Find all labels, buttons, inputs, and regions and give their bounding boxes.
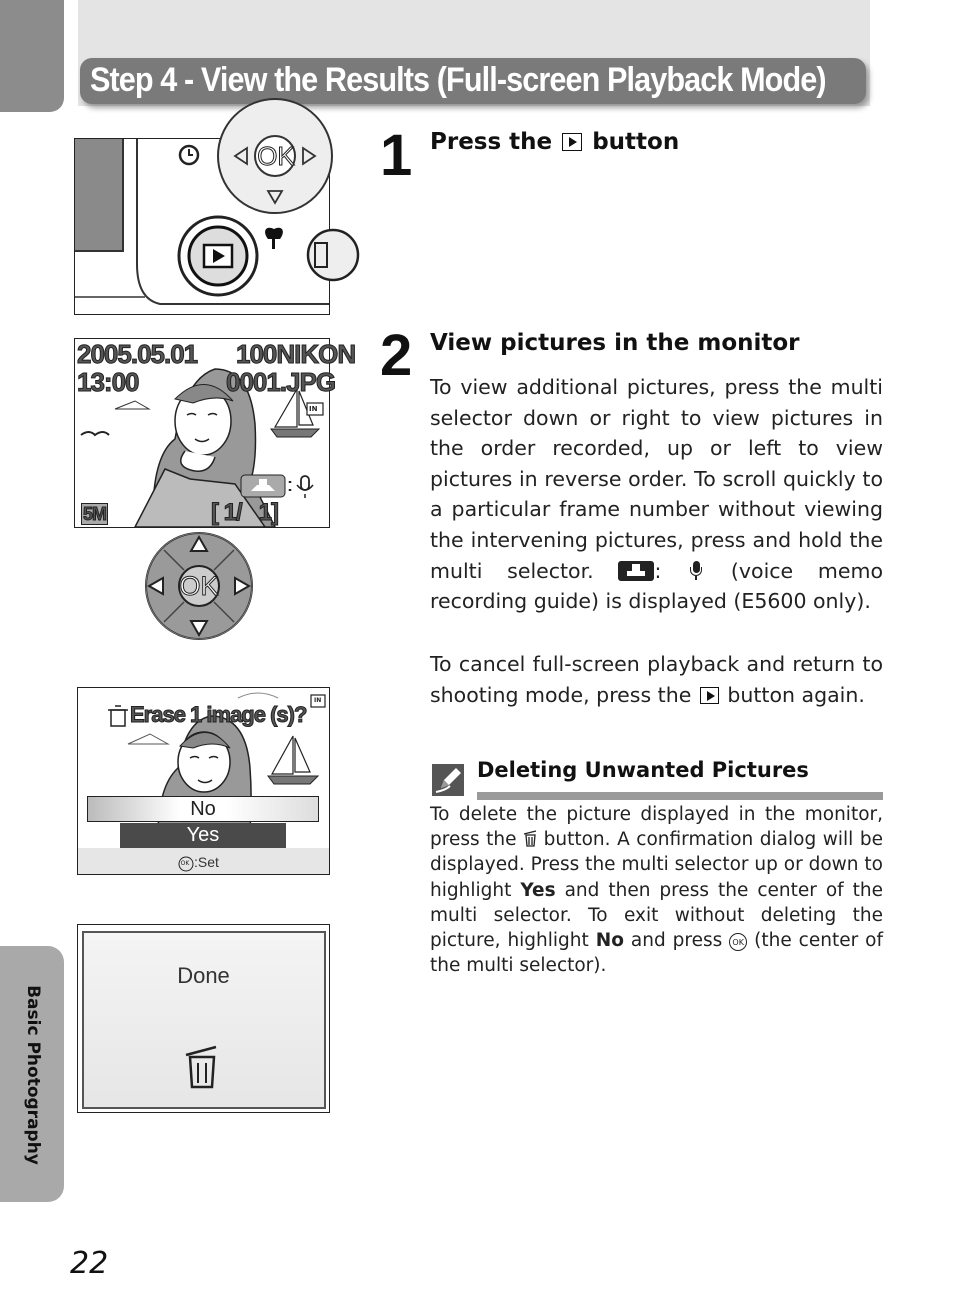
step-1-heading: [430, 129, 679, 155]
side-tab-label: Basic Photography: [23, 985, 43, 1165]
trash-icon-inline: [523, 830, 537, 847]
note-text-b: button. A confirmation dialog will be displayed. Press the multi selector up or down to highlight: [430, 829, 883, 901]
step-2-heading: View pictures in the monitor: [430, 330, 800, 356]
step-1-heading-pre: Press the: [430, 129, 553, 155]
ok-circle-icon: OK: [729, 933, 747, 951]
step-1-heading-post: button: [592, 129, 680, 155]
set-ok-small: OK: [180, 860, 190, 867]
lcd-image-mode: 5M: [83, 504, 107, 524]
step-2-para2-pre: To cancel full-screen playback and return to shooting mode, press the: [430, 652, 883, 707]
step-2-para1-colon: :: [654, 558, 662, 583]
note-text-d: and press: [630, 930, 723, 952]
lcd-file-name: 0001.JPG: [226, 367, 336, 397]
lcd-folder: 100NIKON: [236, 339, 356, 369]
step-2-paragraph-2: [430, 649, 883, 710]
erase-option-no[interactable]: No: [87, 796, 319, 822]
step-2-para1-text: To view additional pictures, press the multi selector down or right to view pictures in the order recorded, up or left to view pictures in reverse order. To scroll quickly to a particular frame number without viewing the intervening pictures, press and hold the multi selector.: [430, 375, 883, 583]
step-2-para2-post: button again.: [727, 682, 865, 707]
note-pencil-icon: [432, 764, 464, 796]
done-label: Done: [177, 963, 230, 988]
camera-back-figure: [74, 138, 330, 315]
step-2-paragraph-1: [430, 372, 883, 617]
step-2-para1-tail: (voice memo recording guide) is displayed (E5600 only).: [430, 558, 883, 614]
note-body: [430, 802, 883, 978]
note-yes-word: Yes: [520, 879, 556, 901]
trash-icon: [184, 1043, 220, 1089]
lcd-internal-memory-badge: IN: [309, 405, 318, 413]
note-text-e: (the center of the multi selector).: [430, 930, 883, 977]
erase-option-yes[interactable]: Yes: [120, 823, 286, 848]
note-text-c: and then press the center of the multi selector. To exit without deleting the picture, highlight: [430, 879, 883, 952]
multi-selector-ok-label: OK: [179, 571, 219, 601]
page-number: 22: [70, 1246, 109, 1281]
top-corner-tab: [0, 0, 64, 112]
note-heading: Deleting Unwanted Pictures: [477, 758, 809, 782]
note-text-a: To delete the picture displayed in the monitor, press the: [430, 804, 883, 851]
step-number-2: 2: [380, 323, 411, 388]
note-no-word: No: [595, 930, 624, 952]
note-heading-rule: [477, 792, 883, 800]
ok-button-label: OK: [257, 141, 295, 171]
page-title: Step 4 - View the Results (Full-screen Playback Mode): [90, 61, 826, 99]
play-button-icon-inline: [700, 687, 719, 704]
done-screen-figure: [77, 924, 330, 1113]
lcd-date: 2005.05.01: [77, 339, 198, 369]
erase-dialog-figure: [77, 687, 330, 875]
microphone-icon: [690, 561, 702, 581]
multi-selector-figure: [144, 530, 254, 642]
lcd-frame-counter: [ 1/ 1]: [211, 499, 279, 526]
scroll-guide-icon: [618, 561, 654, 581]
erase-internal-memory-badge: IN: [314, 697, 322, 704]
step-number-1: 1: [380, 123, 411, 188]
erase-prompt: Erase 1 image (s)?: [130, 702, 307, 727]
lcd-time: 13:00: [77, 367, 139, 397]
erase-set-hint: :Set: [194, 854, 219, 870]
play-button-icon: [562, 133, 582, 151]
lcd-playback-figure: [74, 338, 356, 528]
